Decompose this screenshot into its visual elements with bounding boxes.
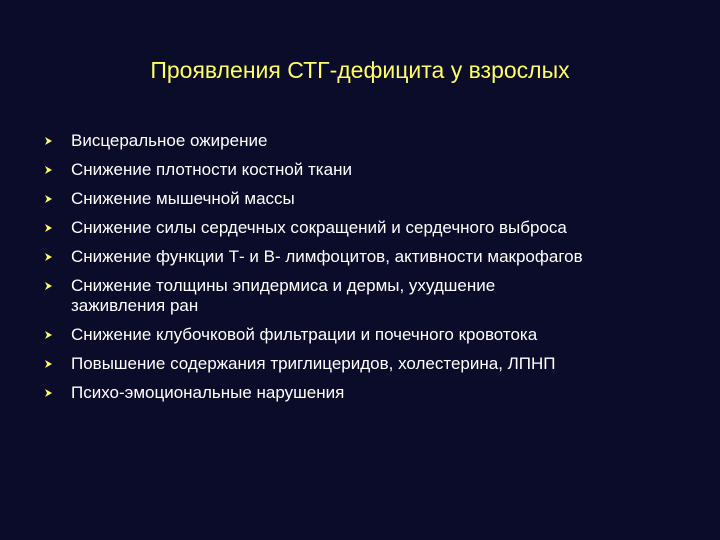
- chevron-right-icon: [44, 359, 54, 369]
- bullet-text: Снижение силы сердечных сокращений и сердечного выброса: [71, 218, 567, 237]
- bullet-item: [44, 160, 694, 180]
- bullet-item: [44, 218, 694, 238]
- bullet-item: [44, 383, 694, 403]
- chevron-right-icon: [44, 281, 54, 291]
- bullet-text: Снижение плотности костной ткани: [71, 160, 352, 179]
- bullet-item: [44, 325, 694, 345]
- bullet-text: Снижение толщины эпидермиса и дермы, ухудшение заживления ран: [71, 276, 496, 315]
- bullet-item: [44, 189, 694, 209]
- chevron-right-icon: [44, 252, 54, 262]
- bullet-item: [44, 131, 694, 151]
- chevron-right-icon: [44, 194, 54, 204]
- bullet-list: [44, 131, 694, 412]
- slide-title: Проявления СТГ-дефицита у взрослых: [150, 57, 570, 83]
- bullet-text: Повышение содержания триглицеридов, холестерина, ЛПНП: [71, 354, 556, 373]
- chevron-right-icon: [44, 330, 54, 340]
- chevron-right-icon: [44, 165, 54, 175]
- bullet-text: Висцеральное ожирение: [71, 131, 268, 150]
- bullet-text: Снижение мышечной массы: [71, 189, 295, 208]
- bullet-item: [44, 354, 694, 374]
- chevron-right-icon: [44, 136, 54, 146]
- bullet-text: Снижение функции Т- и В- лимфоцитов, активности макрофагов: [71, 247, 583, 266]
- bullet-item: [44, 247, 694, 267]
- bullet-item: [44, 276, 694, 316]
- bullet-text: Снижение клубочковой фильтрации и почечного кровотока: [71, 325, 538, 344]
- chevron-right-icon: [44, 223, 54, 233]
- bullet-text: Психо-эмоциональные нарушения: [71, 383, 345, 402]
- chevron-right-icon: [44, 388, 54, 398]
